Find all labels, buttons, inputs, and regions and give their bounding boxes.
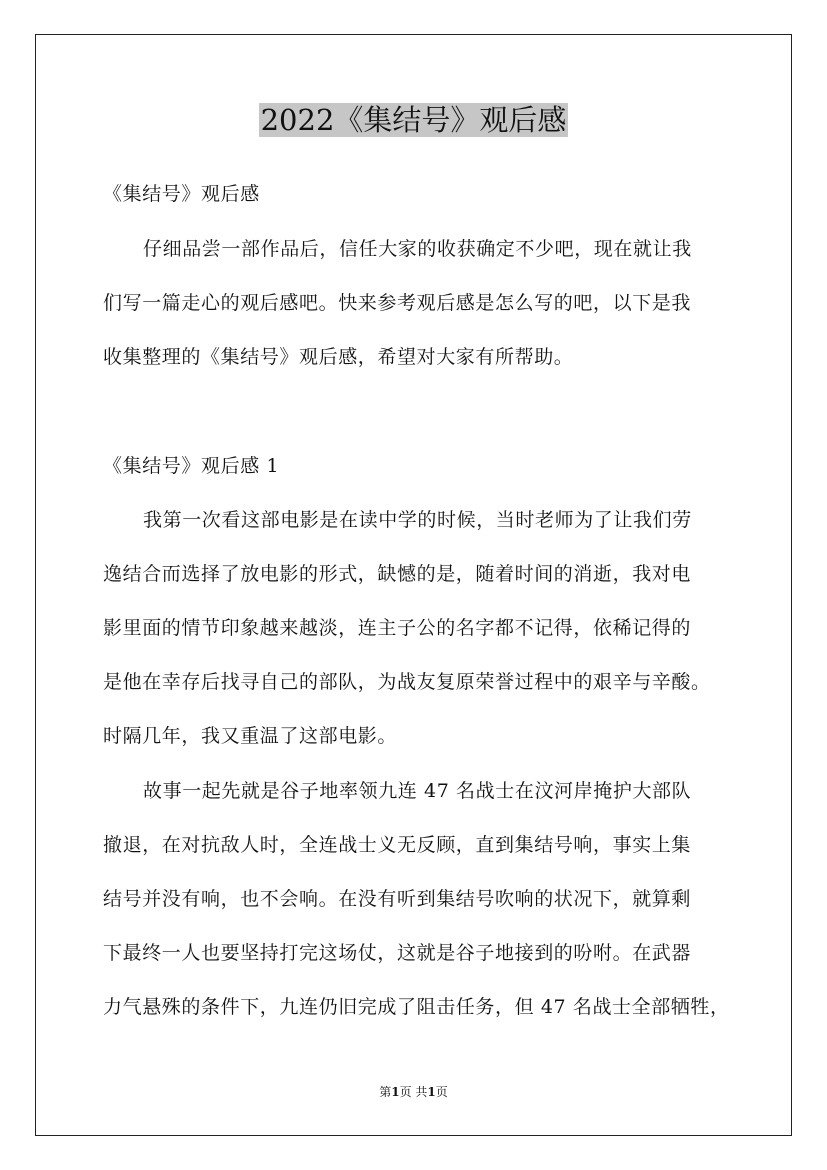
footer-text: 第 [379,1085,392,1099]
paragraph-line: 我第一次看这部电影是在读中学的时候，当时老师为了让我们劳 [143,509,692,531]
paragraph-line: 们写一篇走心的观后感吧。快来参考观后感是怎么写的吧，以下是我 [103,292,692,314]
page-footer [0,1084,827,1100]
total-pages-number: 1 [427,1085,436,1099]
paragraph-line: 影里面的情节印象越来越淡，连主子公的名字都不记得，依稀记得的 [103,617,692,639]
document-title-wrap [0,100,827,140]
paragraph-line: 是他在幸存后找寻自己的部队，为战友复原荣誉过程中的艰辛与辛酸。 [103,671,711,693]
paragraph-line: 逸结合而选择了放电影的形式，缺憾的是，随着时间的消逝，我对电 [103,563,692,585]
footer-text: 页 [435,1085,448,1099]
document-title: 2022《集结号》观后感 [260,103,567,137]
section-heading: 《集结号》观后感 [103,183,260,205]
paragraph-line: 结号并没有响，也不会响。在没有听到集结号吹响的状况下，就算剩 [103,888,692,910]
paragraph-line: 撤退，在对抗敌人时，全连战士义无反顾，直到集结号响，事实上集 [103,834,692,856]
paragraph-line: 时隔几年，我又重温了这部电影。 [103,725,398,747]
current-page-number: 1 [391,1085,400,1099]
paragraph-line: 故事一起先就是谷子地率领九连 47 名战士在汶河岸掩护大部队 [143,780,692,802]
paragraph-line: 仔细品尝一部作品后，信任大家的收获确定不少吧，现在就让我 [143,238,692,260]
section-heading: 《集结号》观后感 1 [103,455,280,477]
paragraph-line: 力气悬殊的条件下，九连仍旧完成了阻击任务，但 47 名战士全部牺牲， [103,996,730,1018]
footer-text: 页 共 [399,1085,428,1099]
paragraph-line: 下最终一人也要坚持打完这场仗，这就是谷子地接到的吩咐。在武器 [103,942,692,964]
paragraph-line: 收集整理的《集结号》观后感，希望对大家有所帮助。 [103,346,574,368]
